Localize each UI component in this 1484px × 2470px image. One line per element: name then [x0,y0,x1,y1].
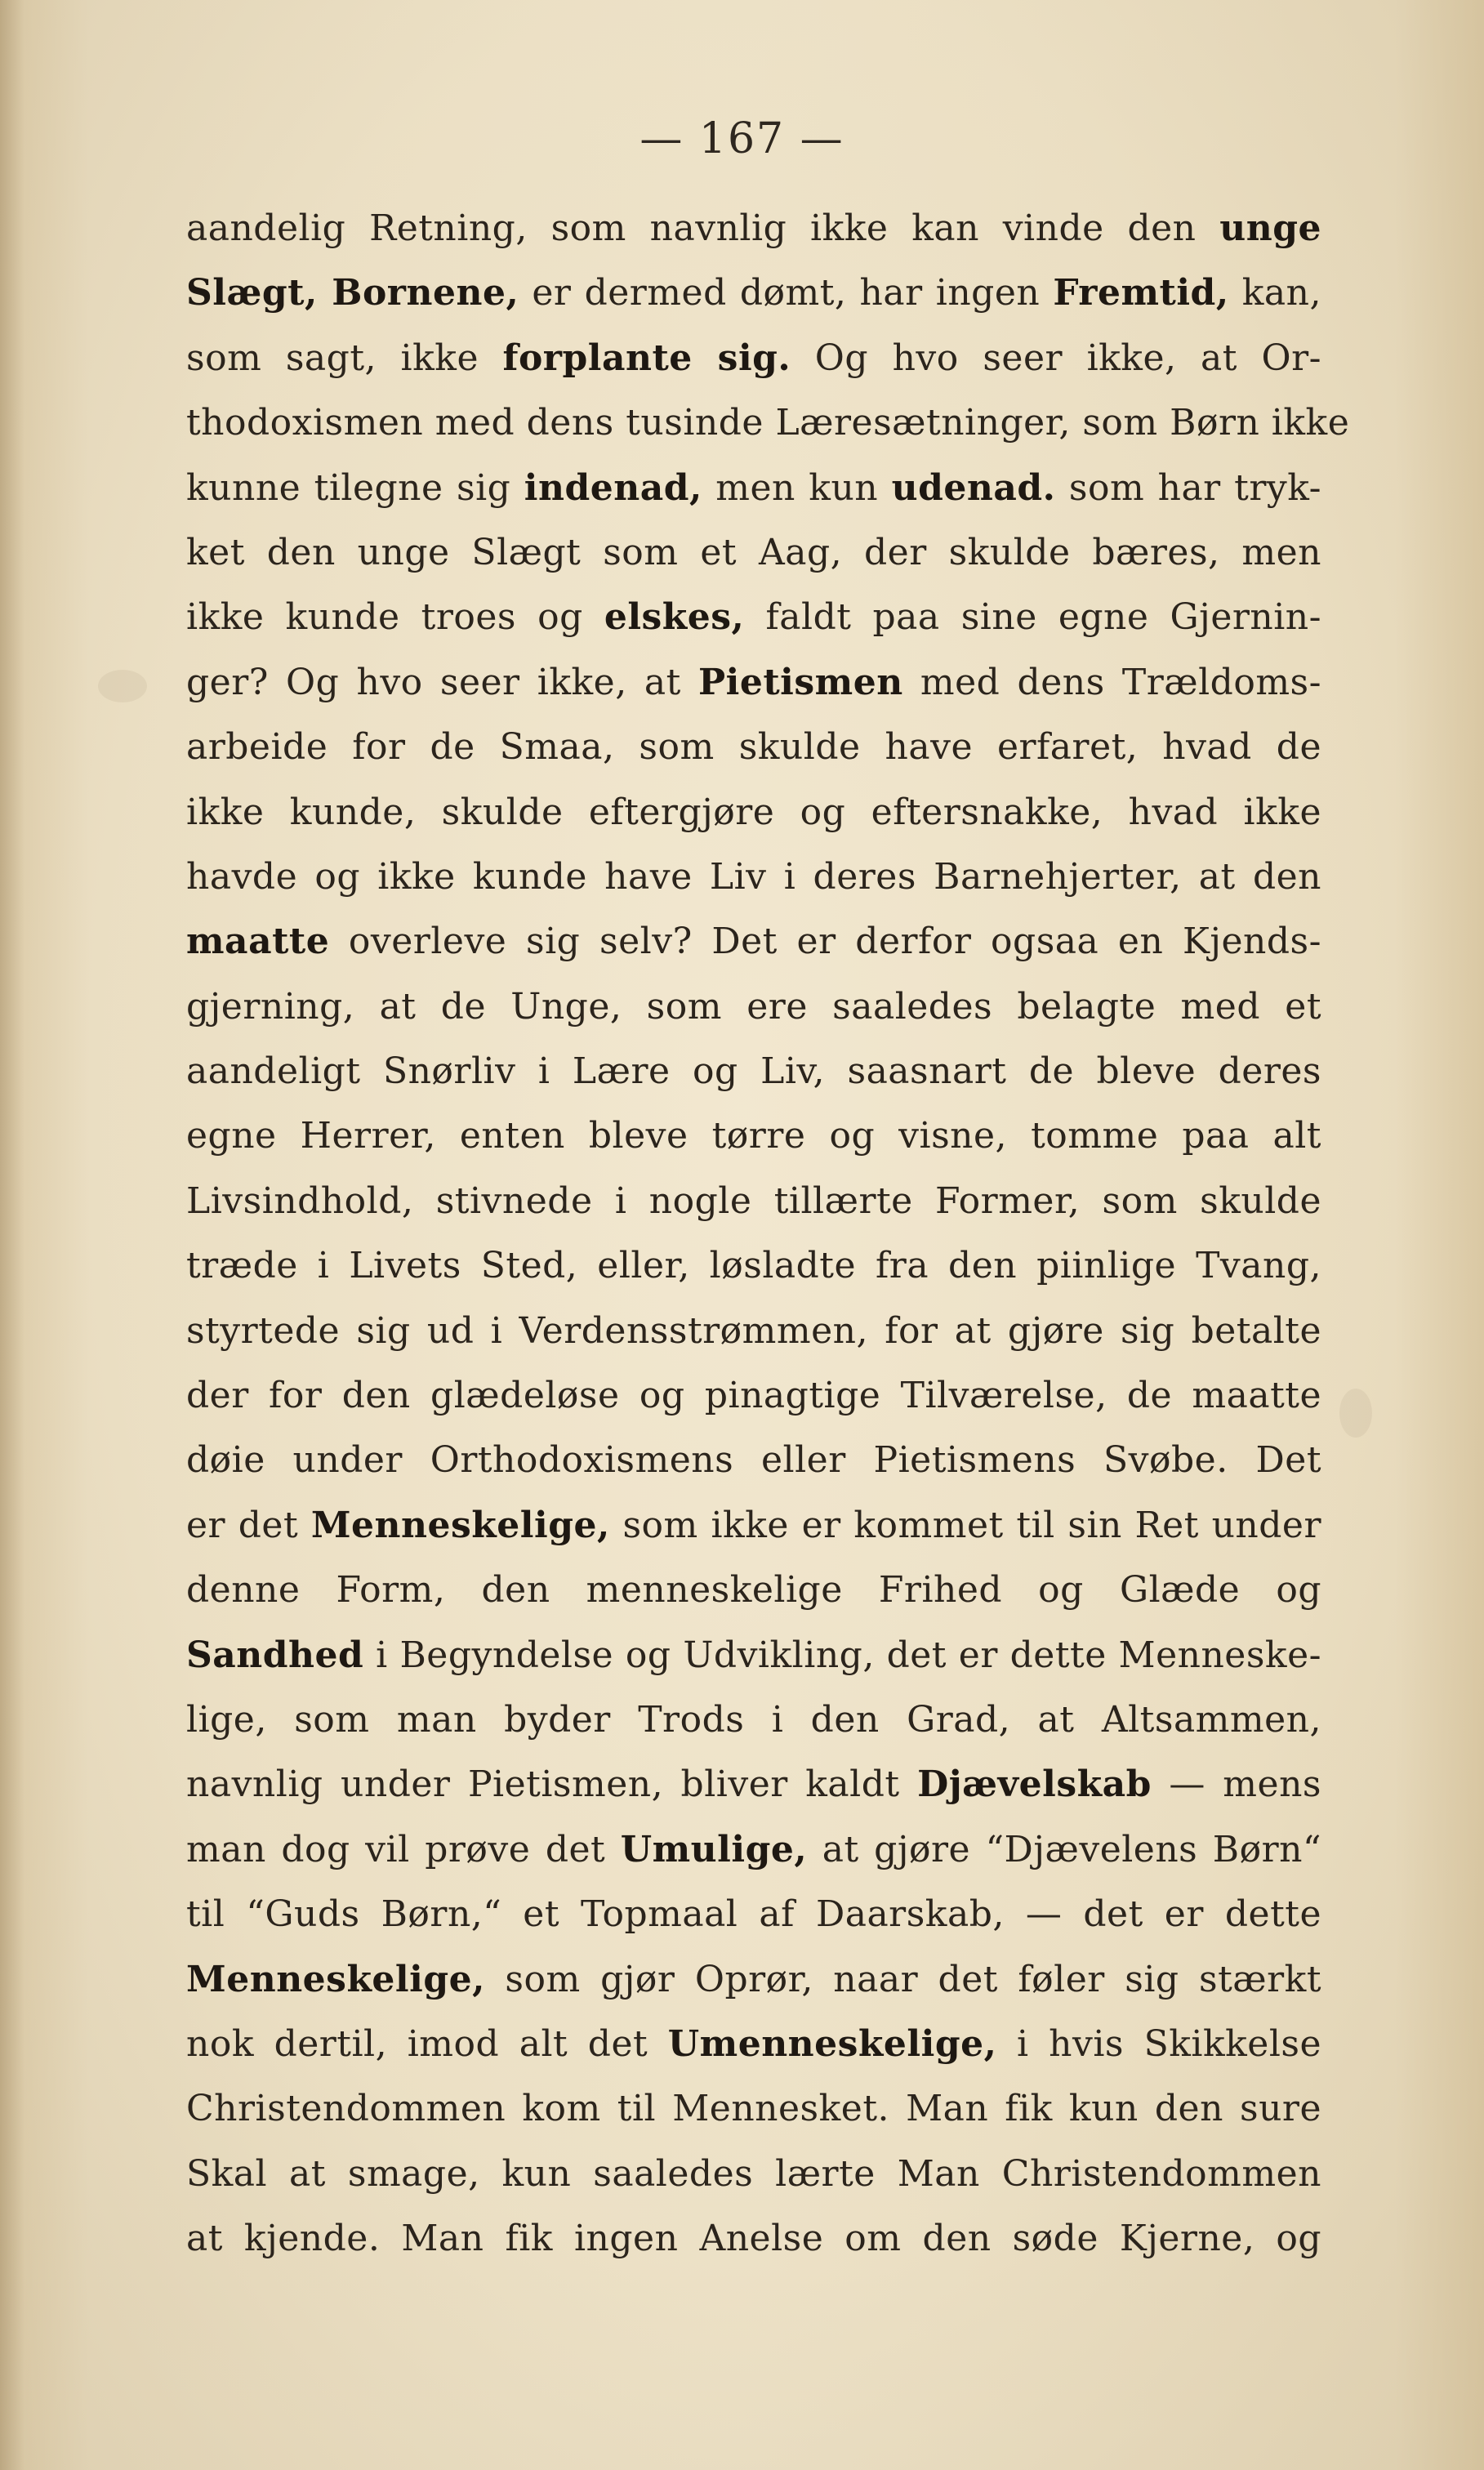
text-segment: som sagt, ikke [186,337,503,379]
text-line [186,909,1321,974]
emphasized-text: Menneskelige, [310,1504,610,1546]
text-line [186,974,1321,1039]
text-segment: faldt paa sine egne Gjernin- [744,596,1322,639]
emphasized-text: Umenneskelige, [667,2022,997,2065]
text-line [186,715,1321,779]
text-line [186,845,1321,909]
text-line [186,1363,1321,1428]
text-line [186,1752,1321,1817]
text-segment: døie under Orthodoxismens eller Pietismens Svøbe. Det [186,1439,1321,1482]
paper-stain [1339,1389,1372,1438]
text-line [186,1882,1321,1946]
text-segment: lige, som man byder Trods i den Grad, at Altsammen, [186,1698,1321,1741]
text-segment: kunne tilegne sig [186,466,524,509]
text-segment: til “Guds Børn,“ et Topmaal af Daarskab, — det er dette [186,1893,1321,1936]
emphasized-text: Djævelskab [917,1763,1152,1806]
text-segment: ikke kunde, skulde eftergjøre og eftersnakke, hvad ikke [186,791,1321,833]
text-line [186,650,1321,715]
emphasized-text: Slægt, Bornene, [186,272,519,314]
text-segment: nok dertil, imod alt det [186,2022,668,2065]
text-segment: Christendommen kom til Mennesket. Man fik kun den sure [186,2088,1321,2130]
emphasized-text: Menneskelige, [186,1958,485,2000]
text-segment: i hvis Skikkelse [996,2022,1322,2065]
text-segment: træde i Livets Sted, eller, løsladte fra den piinlige Tvang, [186,1245,1321,1287]
text-line [186,196,1321,261]
text-line [186,2142,1321,2206]
text-segment: ikke kunde troes og [186,596,604,639]
text-segment: at kjende. Man fik ingen Anelse om den søde Kjerne, og [186,2218,1321,2260]
text-segment: der for den glædeløse og pinagtige Tilværelse, de maatte [186,1375,1321,1417]
text-line [186,1817,1321,1882]
text-line [186,2206,1321,2271]
text-segment: man dog vil prøve det [186,1828,621,1870]
text-segment: i Begyndelse og Udvikling, det er dette Menneske- [363,1634,1321,1676]
text-line [186,1493,1321,1558]
text-segment: er det [186,1504,311,1546]
text-line [186,1623,1321,1688]
text-segment: ger? Og hvo seer ikke, at [186,661,699,703]
text-line [186,261,1321,325]
text-segment: ket den unge Slægt som et Aag, der skulde bæres, men [186,531,1321,573]
text-line [186,1558,1321,1622]
text-segment: navnlig under Pietismen, bliver kaldt [186,1763,918,1806]
emphasized-text: forplante sig. [502,337,791,379]
text-line [186,390,1350,455]
emphasized-text: elskes, [604,596,745,639]
text-line [186,2076,1321,2141]
text-line [186,326,1321,390]
emphasized-text: udenad. [891,466,1056,509]
text-line [186,1103,1321,1168]
text-line [186,1688,1321,1752]
emphasized-text: Sandhed [186,1634,364,1676]
text-line [186,585,1321,649]
text-line [186,780,1321,845]
text-segment: Skal at smage, kun saaledes lærte Man Christendommen [186,2152,1321,2195]
text-segment: som har tryk- [1055,466,1321,509]
text-segment: som gjør Oprør, naar det føler sig stærkt [484,1958,1321,2000]
text-segment: styrtede sig ud i Verdensstrømmen, for at gjøre sig betalte [186,1309,1321,1352]
emphasized-text: Pietismen [698,661,903,703]
text-segment: overleve sig selv? Det er derfor ogsaa en Kjends- [329,921,1321,963]
text-line [186,1233,1321,1298]
text-line [186,520,1321,585]
text-segment: havde og ikke kunde have Liv i deres Barnehjerter, at den [186,855,1321,898]
text-segment: arbeide for de Smaa, som skulde have erfaret, hvad de [186,726,1321,769]
text-line [186,1947,1321,2012]
text-segment: kan, [1228,272,1321,314]
text-segment: at gjøre “Djævelens Børn“ [807,1828,1321,1870]
text-line [186,456,1321,520]
emphasized-text: indenad, [524,466,702,509]
emphasized-text: unge [1219,207,1321,249]
text-line [186,1039,1321,1103]
page-gutter-shadow [0,0,25,2470]
emphasized-text: Fremtid, [1053,272,1229,314]
text-line [186,2012,1321,2076]
text-segment: Livsindhold, stivnede i nogle tillærte Former, som skulde [186,1179,1321,1222]
text-line [186,1169,1321,1233]
text-segment: egne Herrer, enten bleve tørre og visne, tomme paa alt [186,1115,1321,1157]
paper-stain [98,670,147,702]
text-line [186,1428,1321,1492]
text-line [186,1299,1321,1363]
text-segment: — mens [1151,1763,1321,1806]
emphasized-text: Umulige, [620,1828,808,1870]
text-segment: aandeligt Snørliv i Lære og Liv, saasnart de bleve deres [186,1050,1321,1093]
page-number: — 167 — [640,114,844,163]
text-segment: denne Form, den menneskelige Frihed og Glæde og [186,1569,1321,1612]
emphasized-text: maatte [186,921,330,963]
text-segment: aandelig Retning, som navnlig ikke kan vinde den [186,207,1220,249]
body-text [186,196,1350,2272]
text-segment: thodoxismen med dens tusinde Læresætninger, som Børn ikke [186,402,1350,444]
text-segment: som ikke er kommet til sin Ret under [609,1504,1321,1546]
text-segment: er dermed dømt, har ingen [519,272,1054,314]
text-segment: Og hvo seer ikke, at Or- [791,337,1321,379]
text-segment: med dens Trældoms- [902,661,1321,703]
text-segment: men kun [702,466,892,509]
text-segment: gjerning, at de Unge, som ere saaledes belagte med et [186,985,1321,1028]
